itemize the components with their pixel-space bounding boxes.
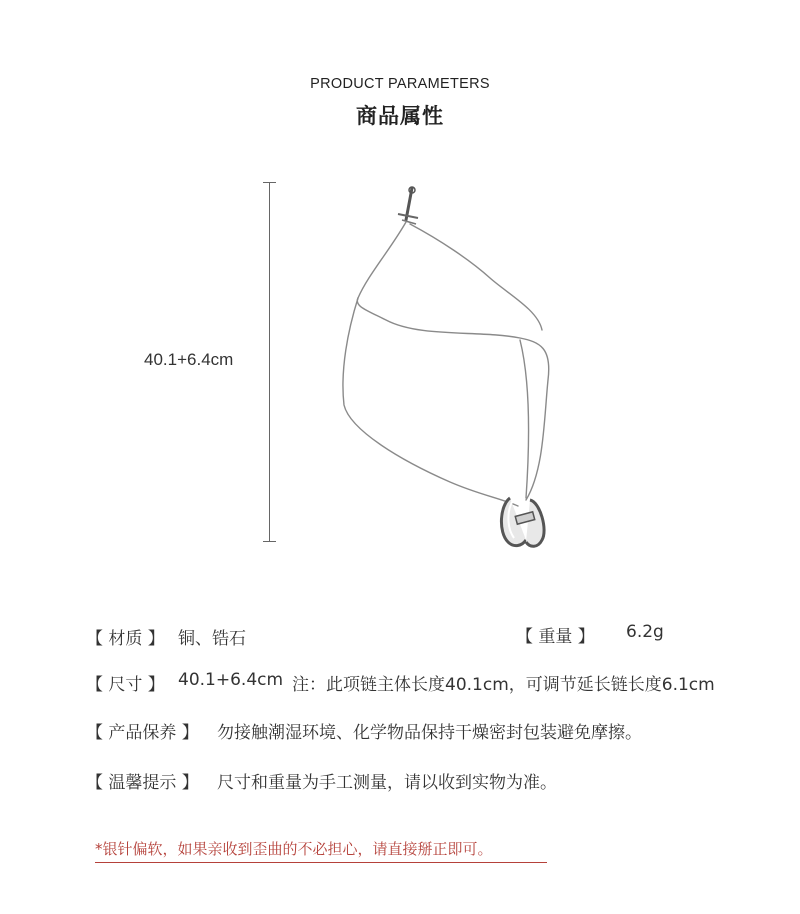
header-title-en: PRODUCT PARAMETERS [310, 76, 490, 92]
necklace-chain [343, 222, 549, 506]
footer-note: *银针偏软，如果亲收到歪曲的不必担心，请直接掰正即可。 [95, 840, 493, 858]
spec-label-material: 【 材质 】 [86, 629, 165, 649]
dimension-cap-top [263, 182, 276, 183]
spec-label-care: 【 产品保养 】 [86, 723, 199, 743]
dimension-label: 40.1+6.4cm [144, 350, 234, 369]
spec-value-size: 40.1+6.4cm [178, 670, 284, 690]
header-title-cn: 商品属性 [356, 104, 444, 128]
spec-note-size: 注：此项链主体长度40.1cm，可调节延长链长度6.1cm [292, 675, 715, 695]
dimension-cap-bottom [263, 541, 276, 542]
spec-value-weight: 6.2g [626, 622, 664, 642]
necklace-clasp [398, 187, 418, 224]
spec-label-size: 【 尺寸 】 [86, 675, 165, 695]
dimension-line [269, 182, 270, 542]
necklace-pendant [501, 498, 544, 546]
spec-value-tips: 尺寸和重量为手工测量，请以收到实物为准。 [217, 773, 557, 793]
spec-label-weight: 【 重量 】 [516, 627, 595, 647]
necklace-image [330, 180, 570, 560]
footer-note-underline [95, 862, 547, 863]
spec-value-material: 铜、锆石 [178, 629, 246, 649]
spec-label-tips: 【 温馨提示 】 [86, 773, 199, 793]
spec-value-care: 勿接触潮湿环境、化学物品保持干燥密封包装避免摩擦。 [217, 723, 642, 743]
